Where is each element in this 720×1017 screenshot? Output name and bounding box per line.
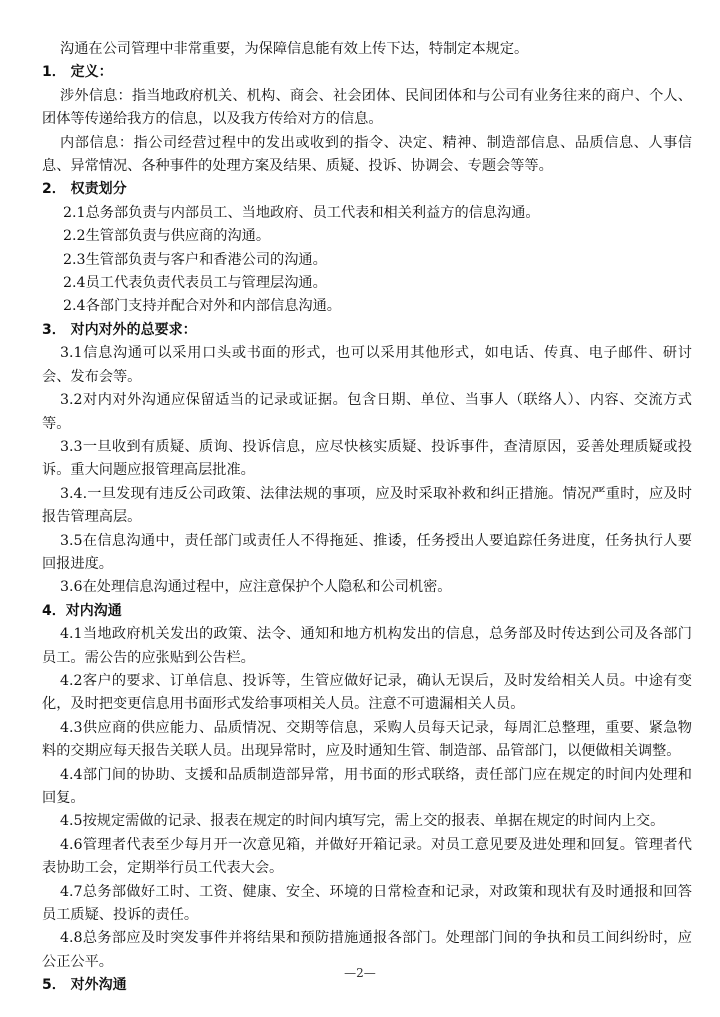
section-1-para-2: 内部信息：指公司经营过程中的发出或收到的指令、决定、精神、制造部信息、品质信息、人事信息、异常情况、各种事件的处理方案及结果、质疑、投诉、协调会、专题会等等。 xyxy=(42,134,692,175)
section-4-item-4: 4.4部门间的协助、支援和品质制造部异常，用书面的形式联络，责任部门应在规定的时间内处理和回复。 xyxy=(42,766,692,806)
section-2-item-5: 2.4各部门支持并配合对外和内部信息沟通。 xyxy=(63,298,341,315)
section-4-heading: 4．对内沟通 xyxy=(42,602,122,619)
section-2-item-1: 2.1总务部负责与内部员工、当地政府、员工代表和相关利益方的信息沟通。 xyxy=(63,204,540,221)
section-2-heading: 2． 权责划分 xyxy=(42,181,127,198)
section-3-item-2: 3.2对内对外沟通应保留适当的记录或证据。包含日期、单位、当事人（联络人）、内容、交流方式等。 xyxy=(42,392,692,432)
section-1-para-1: 涉外信息：指当地政府机关、机构、商会、社会团体、民间团体和与公司有业务往来的商户、个人、团体等传递给我方的信息，以及我方传给对方的信息。 xyxy=(42,87,692,128)
section-4-item-8: 4.8总务部应及时突发事件并将结果和预防措施通报各部门。处理部门间的争执和员工间纠纷时，应公正公平。 xyxy=(42,930,692,970)
section-4-item-1: 4.1当地政府机关发出的政策、法令、通知和地方机构发出的信息，总务部及时传达到公司及各部门员工。需公告的应张贴到公告栏。 xyxy=(42,626,692,666)
document-page xyxy=(42,38,692,998)
intro-paragraph: 沟通在公司管理中非常重要，为保障信息能有效上传下达，特制定本规定。 xyxy=(60,41,529,57)
section-3-item-4: 3.4.一旦发现有违反公司政策、法律法规的事项，应及时采取补救和纠正措施。情况严重时，应及时报告管理高层。 xyxy=(42,485,692,526)
section-2-item-4: 2.4员工代表负责代表员工与管理层沟通。 xyxy=(63,275,327,292)
section-3-item-5: 3.5在信息沟通中，责任部门或责任人不得拖延、推诿，任务授出人要追踪任务进度，任务执行人要回报进度。 xyxy=(42,532,692,572)
section-5-heading: 5． 对外沟通 xyxy=(42,977,127,994)
section-3-item-1: 3.1信息沟通可以采用口头或书面的形式，也可以采用其他形式，如电话、传真、电子邮件、研讨会、发布会等。 xyxy=(42,345,692,385)
section-4-item-5: 4.5按规定需做的记录、报表在规定的时间内填写完，需上交的报表、单据在规定的时间内上交。 xyxy=(60,813,665,830)
section-3-heading: 3． 对内对外的总要求： xyxy=(42,321,197,338)
section-1-heading: 1． 定义： xyxy=(42,64,113,81)
section-4-item-6: 4.6管理者代表至少每月开一次意见箱，并做好开箱记录。对员工意见要及进处理和回复。管理者代表协助工会，定期举行员工代表大会。 xyxy=(42,836,692,877)
section-4-item-2: 4.2客户的要求、订单信息、投诉等，生管应做好记录，确认无误后，及时发给相关人员。中途有变化，及时把变更信息用书面形式发给事项相关人员。注意不可遗漏相关人员。 xyxy=(42,672,692,713)
section-3-item-6: 3.6在处理信息沟通过程中，应注意保护个人隐私和公司机密。 xyxy=(60,579,452,596)
page-number: —2— xyxy=(344,966,376,980)
section-4-item-7: 4.7总务部做好工时、工资、健康、安全、环境的日常检查和记录，对政策和现状有及时通报和回答员工质疑、投诉的责任。 xyxy=(42,883,692,924)
section-4-item-3: 4.3供应商的供应能力、品质情况、交期等信息，采购人员每天记录，每周汇总整理，重要、紧急物料的交期应每天报告关联人员。出现异常时，应及时通知生管、制造部、品管部门，以便做相关调整。 xyxy=(42,719,692,760)
section-3-item-3: 3.3一旦收到有质疑、质询、投诉信息，应尽快核实质疑、投诉事件，查清原因，妥善处理质疑或投诉。重大问题应报管理高层批准。 xyxy=(42,438,692,479)
section-2-item-3: 2.3生管部负责与客户和香港公司的沟通。 xyxy=(63,251,327,268)
section-2-item-2: 2.2生管部负责与供应商的沟通。 xyxy=(63,228,271,245)
